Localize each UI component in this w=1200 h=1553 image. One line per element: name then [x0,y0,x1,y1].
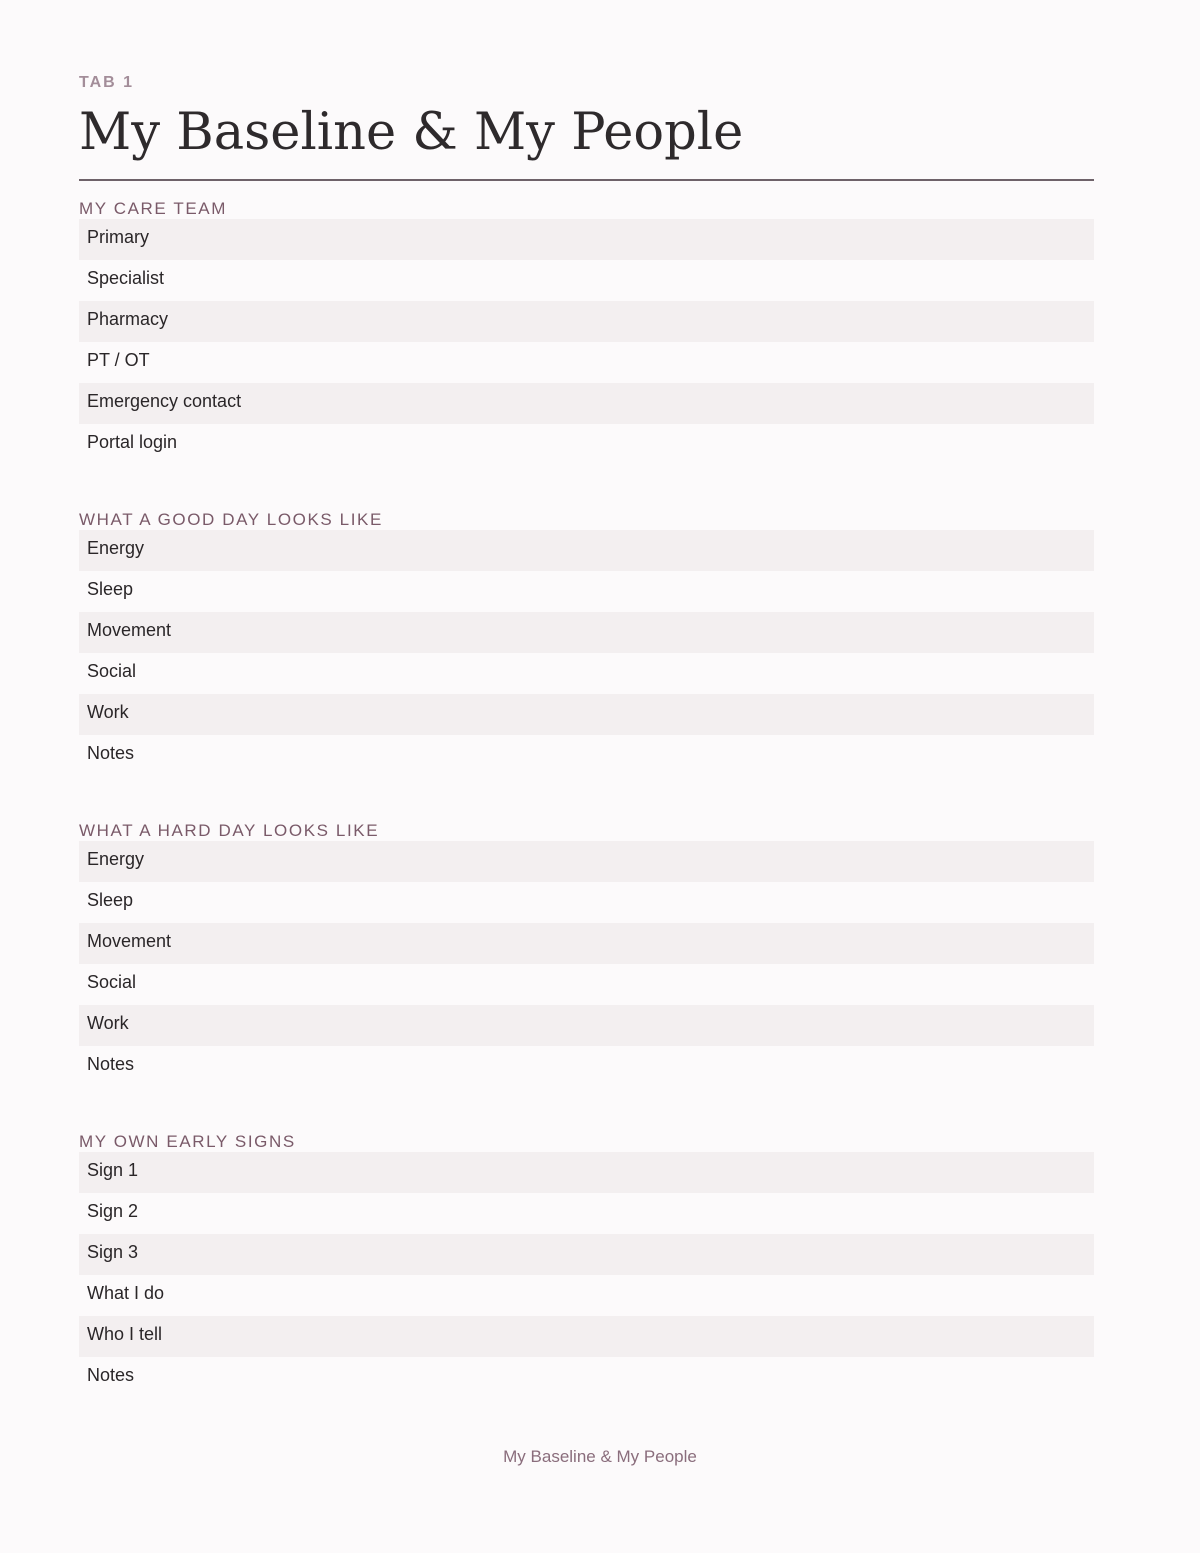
field-label: What I do [87,1283,165,1304]
field-label: Sleep [87,890,134,911]
field-row-energy[interactable] [79,841,1094,882]
field-row-pt-ot[interactable] [79,342,1094,383]
field-row-social[interactable] [79,964,1094,1005]
field-row-emergency-contact[interactable] [79,383,1094,424]
field-row-social[interactable] [79,653,1094,694]
field-label: Movement [87,931,172,952]
section-heading: WHAT A GOOD DAY LOOKS LIKE [79,510,383,529]
field-row-movement[interactable] [79,923,1094,964]
section-heading: WHAT A HARD DAY LOOKS LIKE [79,821,380,840]
title-divider [79,179,1094,181]
field-label: Sign 1 [87,1160,139,1181]
tab-label: TAB 1 [79,74,135,91]
field-label: Energy [87,538,145,559]
field-list [79,841,1094,1087]
field-row-sleep[interactable] [79,882,1094,923]
field-row-what-i-do[interactable] [79,1275,1094,1316]
field-label: Sleep [87,579,134,600]
field-label: Work [87,702,129,723]
field-list [79,1152,1094,1398]
field-row-sign-1[interactable] [79,1152,1094,1193]
field-row-pharmacy[interactable] [79,301,1094,342]
field-row-primary[interactable] [79,219,1094,260]
section-heading: MY OWN EARLY SIGNS [79,1132,296,1151]
page-title: My Baseline & My People [79,103,744,162]
field-row-notes[interactable] [79,735,1094,776]
field-row-specialist[interactable] [79,260,1094,301]
section-heading: MY CARE TEAM [79,199,227,218]
field-row-notes[interactable] [79,1357,1094,1398]
field-label: Portal login [87,432,178,453]
page-footer: My Baseline & My People [503,1447,697,1466]
field-label: Primary [87,227,149,248]
field-label: Notes [87,1365,135,1386]
field-label: Energy [87,849,145,870]
field-row-notes[interactable] [79,1046,1094,1087]
field-list [79,219,1094,465]
field-label: Movement [87,620,172,641]
section-care-team [79,199,1094,453]
field-label: Emergency contact [87,391,242,412]
field-row-who-i-tell[interactable] [79,1316,1094,1357]
field-row-sleep[interactable] [79,571,1094,612]
field-label: Sign 2 [87,1201,139,1222]
field-row-work[interactable] [79,1005,1094,1046]
field-label: Specialist [87,268,165,289]
field-row-sign-3[interactable] [79,1234,1094,1275]
field-list [79,530,1094,776]
field-label: Pharmacy [87,309,169,330]
field-label: PT / OT [87,350,150,371]
field-label: Work [87,1013,129,1034]
section-good-day [79,510,1094,764]
field-row-work[interactable] [79,694,1094,735]
field-label: Sign 3 [87,1242,139,1263]
field-row-movement[interactable] [79,612,1094,653]
field-row-portal-login[interactable] [79,424,1094,465]
section-hard-day [79,821,1094,1075]
field-label: Notes [87,1054,135,1075]
section-early-signs [79,1132,1094,1386]
field-label: Social [87,972,137,993]
field-label: Who I tell [87,1324,163,1345]
field-row-energy[interactable] [79,530,1094,571]
field-label: Notes [87,743,135,764]
field-label: Social [87,661,137,682]
field-row-sign-2[interactable] [79,1193,1094,1234]
